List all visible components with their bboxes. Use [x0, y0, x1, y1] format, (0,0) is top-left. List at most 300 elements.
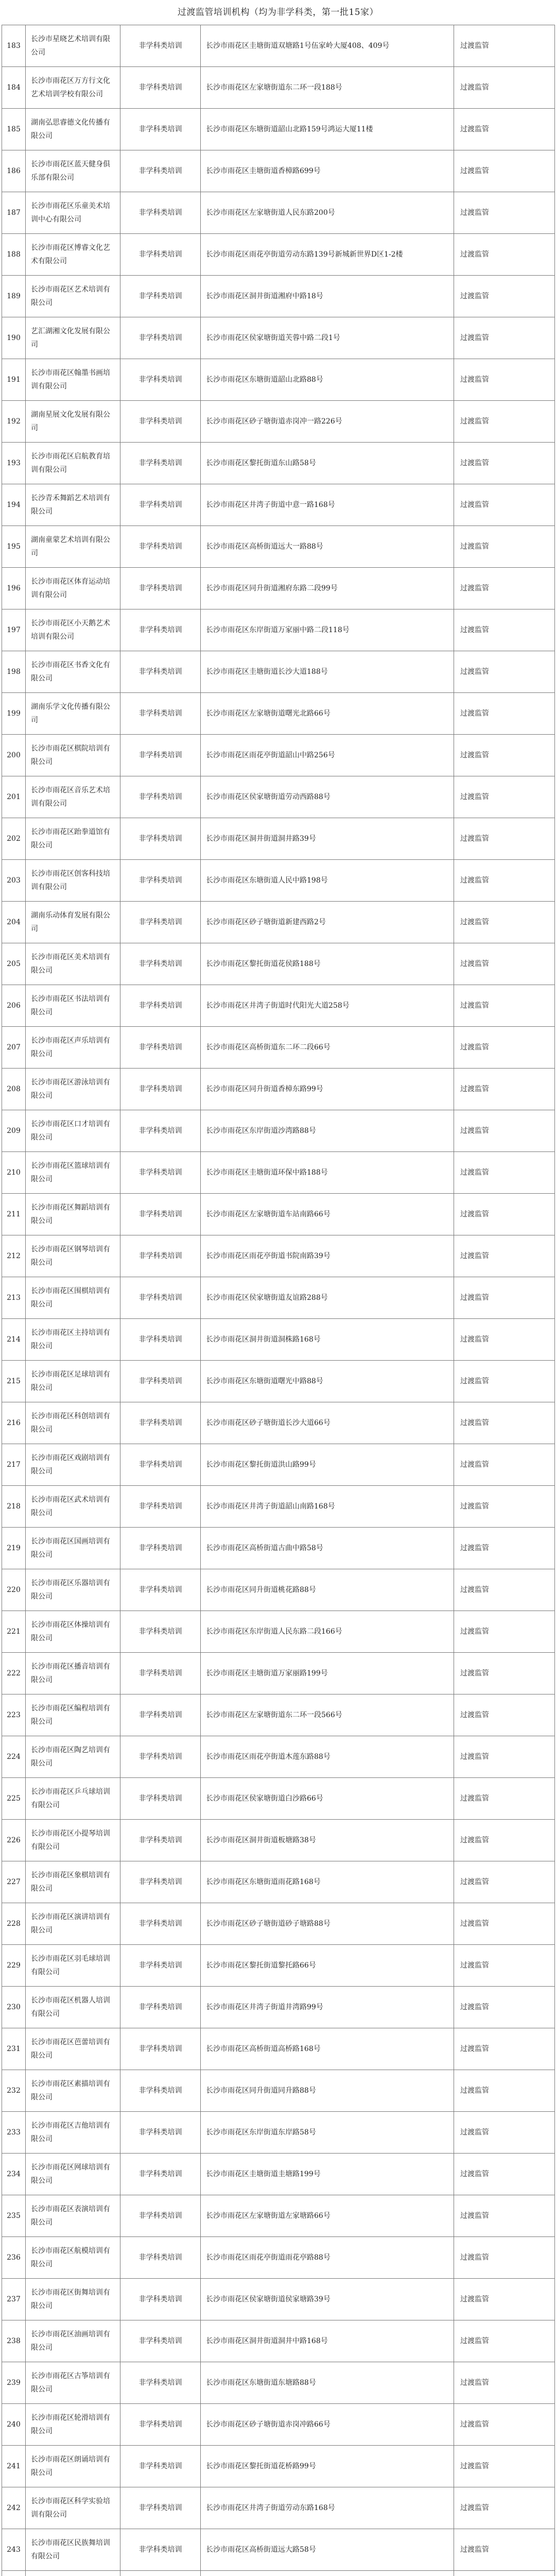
supervision-status: 过渡监管 — [454, 1820, 555, 1861]
institution-name: 长沙市雨花区口才培训有限公司 — [26, 1110, 120, 1152]
table-row — [2, 1235, 555, 1277]
institution-name: 长沙市雨花区编程培训有限公司 — [26, 1694, 120, 1736]
supervision-status: 过渡监管 — [454, 2070, 555, 2112]
row-number: 206 — [2, 985, 26, 1027]
institution-address: 长沙市雨花区高桥街道远大路58号 — [201, 2529, 454, 2571]
supervision-status: 过渡监管 — [454, 860, 555, 902]
training-type: 非学科类培训 — [120, 693, 201, 735]
training-type: 非学科类培训 — [120, 1945, 201, 1987]
training-type: 非学科类培训 — [120, 1987, 201, 2028]
table-row — [2, 359, 555, 401]
training-type: 非学科类培训 — [120, 234, 201, 276]
institution-name: 长沙市雨花区表演培训有限公司 — [26, 2195, 120, 2237]
row-number: 190 — [2, 317, 26, 359]
supervision-status: 过渡监管 — [454, 1402, 555, 1444]
training-type: 非学科类培训 — [120, 401, 201, 443]
institution-address: 长沙市雨花区侯家塘街道白沙路66号 — [201, 1778, 454, 1820]
table-row — [2, 1528, 555, 1569]
row-number: 221 — [2, 1611, 26, 1653]
supervision-status: 过渡监管 — [454, 735, 555, 776]
supervision-status: 过渡监管 — [454, 1861, 555, 1903]
table-row — [2, 985, 555, 1027]
institution-name — [26, 2571, 120, 2576]
training-type: 非学科类培训 — [120, 1778, 201, 1820]
training-type: 非学科类培训 — [120, 276, 201, 317]
institution-address: 长沙市雨花区高桥街道东二环二段66号 — [201, 1027, 454, 1069]
page-title: 过渡监管培训机构（均为非学科类，第一批15家） — [177, 7, 379, 18]
table-row — [2, 526, 555, 568]
training-type: 非学科类培训 — [120, 2487, 201, 2529]
training-type: 非学科类培训 — [120, 1361, 201, 1402]
training-type: 非学科类培训 — [120, 1235, 201, 1277]
supervision-status: 过渡监管 — [454, 2487, 555, 2529]
row-number: 196 — [2, 568, 26, 609]
row-number: 207 — [2, 1027, 26, 1069]
table-row — [2, 609, 555, 651]
row-number: 235 — [2, 2195, 26, 2237]
institution-address: 长沙市雨花区东塘街道东塘路88号 — [201, 2362, 454, 2404]
supervision-status: 过渡监管 — [454, 568, 555, 609]
institution-name: 长沙市雨花区戏剧培训有限公司 — [26, 1444, 120, 1486]
supervision-status: 过渡监管 — [454, 1903, 555, 1945]
institution-name: 长沙市雨花区乒乓球培训有限公司 — [26, 1778, 120, 1820]
institution-address: 长沙市雨花区侯家塘街道侯家塘路39号 — [201, 2279, 454, 2320]
institution-address: 长沙市雨花区左家塘街道东二环一段566号 — [201, 1694, 454, 1736]
row-number: 192 — [2, 401, 26, 443]
institution-address: 长沙市雨花区东塘街道曙光中路88号 — [201, 1361, 454, 1402]
row-number: 189 — [2, 276, 26, 317]
row-number: 185 — [2, 109, 26, 150]
institution-address: 长沙市雨花区砂子塘街道赤岗冲一路226号 — [201, 401, 454, 443]
row-number: 216 — [2, 1402, 26, 1444]
institution-name: 长沙市雨花区播音培训有限公司 — [26, 1653, 120, 1694]
table-row — [2, 1486, 555, 1528]
table-row — [2, 401, 555, 443]
institution-address: 长沙市雨花区圭塘街道万家丽路199号 — [201, 1653, 454, 1694]
table-row — [2, 2070, 555, 2112]
supervision-status: 过渡监管 — [454, 526, 555, 568]
row-number: 218 — [2, 1486, 26, 1528]
institution-name: 湖南弘思睿德文化传播有限公司 — [26, 109, 120, 150]
institution-address: 长沙市雨花区高桥街道远大一路88号 — [201, 526, 454, 568]
institution-address: 长沙市雨花区东岸街道万家丽中路二段118号 — [201, 609, 454, 651]
training-type: 非学科类培训 — [120, 735, 201, 776]
training-type: 非学科类培训 — [120, 2320, 201, 2362]
row-number: 241 — [2, 2446, 26, 2487]
table-row — [2, 1820, 555, 1861]
institution-address: 长沙市雨花区左家塘街道曙光北路66号 — [201, 693, 454, 735]
training-type: 非学科类培训 — [120, 651, 201, 693]
table-row — [2, 150, 555, 192]
institution-name: 长沙市雨花区轮滑培训有限公司 — [26, 2404, 120, 2446]
supervision-status: 过渡监管 — [454, 2529, 555, 2571]
institution-name: 湖南童蒙艺术培训有限公司 — [26, 526, 120, 568]
table-row — [2, 693, 555, 735]
supervision-status: 过渡监管 — [454, 25, 555, 67]
table-row — [2, 860, 555, 902]
supervision-status: 过渡监管 — [454, 1694, 555, 1736]
table-row — [2, 276, 555, 317]
institution-name: 艺汇湖湘文化发展有限公司 — [26, 317, 120, 359]
row-number: 187 — [2, 192, 26, 234]
institution-address: 长沙市雨花区雨花亭街道雨花亭路88号 — [201, 2237, 454, 2279]
row-number: 223 — [2, 1694, 26, 1736]
training-type: 非学科类培训 — [120, 359, 201, 401]
training-type: 非学科类培训 — [120, 192, 201, 234]
institution-name: 长沙市雨花区陶艺培训有限公司 — [26, 1736, 120, 1778]
row-number: 198 — [2, 651, 26, 693]
supervision-status: 过渡监管 — [454, 1194, 555, 1235]
institution-name: 长沙市雨花区博睿文化艺术有限公司 — [26, 234, 120, 276]
table-row — [2, 443, 555, 484]
institution-address: 长沙市雨花区黎托街道洪山路99号 — [201, 1444, 454, 1486]
institution-address: 长沙市雨花区侯家塘街道劳动西路88号 — [201, 776, 454, 818]
row-number: 214 — [2, 1319, 26, 1361]
institution-name: 长沙市雨花区万方行文化艺术培训学校有限公司 — [26, 67, 120, 109]
row-number: 219 — [2, 1528, 26, 1569]
supervision-status: 过渡监管 — [454, 1611, 555, 1653]
institution-name: 长沙市雨花区科创培训有限公司 — [26, 1402, 120, 1444]
institution-name: 长沙市雨花区创客科技培训有限公司 — [26, 860, 120, 902]
institution-address: 长沙市雨花区黎托街道花桥路99号 — [201, 2446, 454, 2487]
institution-name: 长沙市雨花区书香文化有限公司 — [26, 651, 120, 693]
row-number: 203 — [2, 860, 26, 902]
training-type: 非学科类培训 — [120, 150, 201, 192]
institution-address: 长沙市雨花区砂子塘街道新建西路2号 — [201, 902, 454, 943]
table-row — [2, 67, 555, 109]
training-type: 非学科类培训 — [120, 1861, 201, 1903]
institution-address: 长沙市雨花区井湾子街道韶山南路168号 — [201, 1486, 454, 1528]
institution-address: 长沙市雨花区东塘街道人民中路198号 — [201, 860, 454, 902]
row-number: 225 — [2, 1778, 26, 1820]
training-type: 非学科类培训 — [120, 1402, 201, 1444]
institution-name: 长沙市雨花区体育运动培训有限公司 — [26, 568, 120, 609]
supervision-status: 过渡监管 — [454, 2446, 555, 2487]
table-row — [2, 1319, 555, 1361]
institution-address: 长沙市雨花区洞井街道湘府中路18号 — [201, 276, 454, 317]
row-number: 193 — [2, 443, 26, 484]
institution-name: 长沙青禾舞蹈艺术培训有限公司 — [26, 484, 120, 526]
institution-name: 长沙市雨花区网球培训有限公司 — [26, 2154, 120, 2195]
supervision-status: 过渡监管 — [454, 67, 555, 109]
row-number: 201 — [2, 776, 26, 818]
supervision-status: 过渡监管 — [454, 1277, 555, 1319]
supervision-status: 过渡监管 — [454, 192, 555, 234]
table-row — [2, 234, 555, 276]
table-row — [2, 1694, 555, 1736]
training-type: 非学科类培训 — [120, 2279, 201, 2320]
supervision-status: 过渡监管 — [454, 1987, 555, 2028]
institution-name: 长沙市星晓艺术培训有限公司 — [26, 25, 120, 67]
institution-address: 长沙市雨花区洞井街道洞井路39号 — [201, 818, 454, 860]
training-type: 非学科类培训 — [120, 1444, 201, 1486]
table-row — [2, 2362, 555, 2404]
row-number: 212 — [2, 1235, 26, 1277]
supervision-status: 过渡监管 — [454, 317, 555, 359]
row-number: 209 — [2, 1110, 26, 1152]
supervision-status: 过渡监管 — [454, 2112, 555, 2154]
training-type: 非学科类培训 — [120, 2195, 201, 2237]
supervision-status: 过渡监管 — [454, 1069, 555, 1110]
row-number — [2, 2571, 26, 2576]
row-number: 211 — [2, 1194, 26, 1235]
institution-address: 长沙市雨花区井湾子街道时代阳光大道258号 — [201, 985, 454, 1027]
training-type: 非学科类培训 — [120, 2529, 201, 2571]
institution-address: 长沙市雨花区左家塘街道东二环一段188号 — [201, 67, 454, 109]
row-number: 205 — [2, 943, 26, 985]
training-type: 非学科类培训 — [120, 1486, 201, 1528]
supervision-status: 过渡监管 — [454, 2404, 555, 2446]
table-row — [2, 818, 555, 860]
training-type: 非学科类培训 — [120, 1194, 201, 1235]
training-type: 非学科类培训 — [120, 1110, 201, 1152]
training-type: 非学科类培训 — [120, 25, 201, 67]
institution-name: 湖南星展文化发展有限公司 — [26, 401, 120, 443]
institution-name: 长沙市雨花区书法培训有限公司 — [26, 985, 120, 1027]
table-row — [2, 1402, 555, 1444]
row-number: 202 — [2, 818, 26, 860]
table-row — [2, 735, 555, 776]
table-row — [2, 1736, 555, 1778]
training-type: 非学科类培训 — [120, 1653, 201, 1694]
institution-address: 长沙市雨花区同升街道桃花路88号 — [201, 1569, 454, 1611]
training-type: 非学科类培训 — [120, 985, 201, 1027]
table-row — [2, 317, 555, 359]
supervision-status: 过渡监管 — [454, 2237, 555, 2279]
training-type: 非学科类培训 — [120, 1694, 201, 1736]
table-row — [2, 1945, 555, 1987]
supervision-status: 过渡监管 — [454, 150, 555, 192]
institution-name: 湖南乐学文化传播有限公司 — [26, 693, 120, 735]
institution-name: 长沙市雨花区启航教育培训有限公司 — [26, 443, 120, 484]
supervision-status: 过渡监管 — [454, 609, 555, 651]
training-type: 非学科类培训 — [120, 2237, 201, 2279]
supervision-status — [454, 2571, 555, 2576]
table-row — [2, 1611, 555, 1653]
institution-address: 长沙市雨花区黎托街道花侯路188号 — [201, 943, 454, 985]
training-type: 非学科类培训 — [120, 1027, 201, 1069]
institution-name: 湖南乐动体育发展有限公司 — [26, 902, 120, 943]
institution-address: 长沙市雨花区东塘街道雨花路168号 — [201, 1861, 454, 1903]
institution-name: 长沙市雨花区机器人培训有限公司 — [26, 1987, 120, 2028]
institution-address: 长沙市雨花区左家塘街道人民东路200号 — [201, 192, 454, 234]
row-number: 242 — [2, 2487, 26, 2529]
row-number: 217 — [2, 1444, 26, 1486]
institution-name: 长沙市雨花区艺术培训有限公司 — [26, 276, 120, 317]
supervision-status: 过渡监管 — [454, 2154, 555, 2195]
institution-address: 长沙市雨花区东岸街道东岸路58号 — [201, 2112, 454, 2154]
table-row — [2, 776, 555, 818]
institution-name: 长沙市雨花区美术培训有限公司 — [26, 943, 120, 985]
table-row — [2, 1152, 555, 1194]
training-type: 非学科类培训 — [120, 860, 201, 902]
row-number: 199 — [2, 693, 26, 735]
institution-address: 长沙市雨花区东岸街道人民东路二段166号 — [201, 1611, 454, 1653]
supervision-status: 过渡监管 — [454, 1486, 555, 1528]
table-row — [2, 2279, 555, 2320]
supervision-status: 过渡监管 — [454, 1444, 555, 1486]
institution-address: 长沙市雨花区圭塘街道双塘路1号伍家岭大厦408、409号 — [201, 25, 454, 67]
table-row — [2, 2112, 555, 2154]
table-row — [2, 25, 555, 67]
institution-address: 长沙市雨花区井湾子街道井湾路99号 — [201, 1987, 454, 2028]
row-number: 210 — [2, 1152, 26, 1194]
institution-name: 长沙市雨花区音乐艺术培训有限公司 — [26, 776, 120, 818]
training-type: 非学科类培训 — [120, 776, 201, 818]
training-type: 非学科类培训 — [120, 109, 201, 150]
supervision-status: 过渡监管 — [454, 1736, 555, 1778]
row-number: 183 — [2, 25, 26, 67]
row-number: 195 — [2, 526, 26, 568]
institution-address: 长沙市雨花区砂子塘街道赤岗冲路66号 — [201, 2404, 454, 2446]
supervision-status: 过渡监管 — [454, 1152, 555, 1194]
supervision-status: 过渡监管 — [454, 1945, 555, 1987]
institution-address: 长沙市雨花区洞井街道洞株路168号 — [201, 1319, 454, 1361]
row-number: 230 — [2, 1987, 26, 2028]
row-number: 234 — [2, 2154, 26, 2195]
row-number: 233 — [2, 2112, 26, 2154]
institution-name: 长沙市雨花区跆拳道馆有限公司 — [26, 818, 120, 860]
training-type: 非学科类培训 — [120, 2028, 201, 2070]
row-number: 191 — [2, 359, 26, 401]
institution-name: 长沙市雨花区围棋培训有限公司 — [26, 1277, 120, 1319]
supervision-status: 过渡监管 — [454, 484, 555, 526]
supervision-status: 过渡监管 — [454, 1778, 555, 1820]
supervision-status: 过渡监管 — [454, 902, 555, 943]
supervision-status: 过渡监管 — [454, 443, 555, 484]
institution-address: 长沙市雨花区东岸街道沙湾路88号 — [201, 1110, 454, 1152]
training-type: 非学科类培训 — [120, 568, 201, 609]
institution-name: 长沙市雨花区足球培训有限公司 — [26, 1361, 120, 1402]
institution-address: 长沙市雨花区雨花亭街道书院南路39号 — [201, 1235, 454, 1277]
institution-address: 长沙市雨花区左家塘街道左家塘路66号 — [201, 2195, 454, 2237]
institution-name: 长沙市雨花区芭蕾培训有限公司 — [26, 2028, 120, 2070]
institution-name: 长沙市雨花区棋院培训有限公司 — [26, 735, 120, 776]
table-row — [2, 1653, 555, 1694]
row-number: 238 — [2, 2320, 26, 2362]
table-row — [2, 2195, 555, 2237]
institution-name: 长沙市雨花区钢琴培训有限公司 — [26, 1235, 120, 1277]
institution-name: 长沙市雨花区演讲培训有限公司 — [26, 1903, 120, 1945]
institution-address: 长沙市雨花区东塘街道韶山北路159号鸿运大厦11楼 — [201, 109, 454, 150]
table-row — [2, 1569, 555, 1611]
table-row — [2, 1778, 555, 1820]
supervision-status: 过渡监管 — [454, 359, 555, 401]
table-row — [2, 1069, 555, 1110]
training-type: 非学科类培训 — [120, 2446, 201, 2487]
row-number: 231 — [2, 2028, 26, 2070]
supervision-status: 过渡监管 — [454, 693, 555, 735]
institution-address: 长沙市雨花区圭塘街道环保中路188号 — [201, 1152, 454, 1194]
institution-address: 长沙市雨花区左家塘街道车站南路66号 — [201, 1194, 454, 1235]
table-row — [2, 2028, 555, 2070]
row-number: 239 — [2, 2362, 26, 2404]
institution-address: 长沙市雨花区井湾子街道中意一路168号 — [201, 484, 454, 526]
row-number: 186 — [2, 150, 26, 192]
training-type: 非学科类培训 — [120, 526, 201, 568]
institution-name: 长沙市雨花区航模培训有限公司 — [26, 2237, 120, 2279]
institution-name: 长沙市雨花区翰墨书画培训有限公司 — [26, 359, 120, 401]
institution-address: 长沙市雨花区圭塘街道长沙大道188号 — [201, 651, 454, 693]
supervision-status: 过渡监管 — [454, 985, 555, 1027]
table-row — [2, 1861, 555, 1903]
institution-address: 长沙市雨花区雨花亭街道木莲东路88号 — [201, 1736, 454, 1778]
institution-name: 长沙市雨花区声乐培训有限公司 — [26, 1027, 120, 1069]
table-row — [2, 2237, 555, 2279]
training-type: 非学科类培训 — [120, 902, 201, 943]
supervision-status: 过渡监管 — [454, 1235, 555, 1277]
supervision-status: 过渡监管 — [454, 2028, 555, 2070]
institution-name: 长沙市雨花区舞蹈培训有限公司 — [26, 1194, 120, 1235]
row-number: 215 — [2, 1361, 26, 1402]
supervision-status: 过渡监管 — [454, 2195, 555, 2237]
row-number: 188 — [2, 234, 26, 276]
table-row — [2, 651, 555, 693]
row-number: 236 — [2, 2237, 26, 2279]
training-type: 非学科类培训 — [120, 2404, 201, 2446]
institution-address: 长沙市雨花区砂子塘街道长沙大道66号 — [201, 1402, 454, 1444]
institution-name: 长沙市雨花区小提琴培训有限公司 — [26, 1820, 120, 1861]
supervision-status: 过渡监管 — [454, 2279, 555, 2320]
institution-address: 长沙市雨花区圭塘街道圭塘路199号 — [201, 2154, 454, 2195]
supervision-status: 过渡监管 — [454, 2362, 555, 2404]
supervision-status: 过渡监管 — [454, 818, 555, 860]
training-type — [120, 2571, 201, 2576]
institution-name: 长沙市雨花区素描培训有限公司 — [26, 2070, 120, 2112]
table-row — [2, 1903, 555, 1945]
supervision-status: 过渡监管 — [454, 1528, 555, 1569]
training-type: 非学科类培训 — [120, 818, 201, 860]
supervision-status: 过渡监管 — [454, 276, 555, 317]
training-type: 非学科类培训 — [120, 1569, 201, 1611]
table-row — [2, 2446, 555, 2487]
institution-name: 长沙市雨花区羽毛球培训有限公司 — [26, 1945, 120, 1987]
row-number: 243 — [2, 2529, 26, 2571]
row-number: 208 — [2, 1069, 26, 1110]
institution-address: 长沙市雨花区洞井街道板塘路38号 — [201, 1820, 454, 1861]
table-row — [2, 109, 555, 150]
row-number: 228 — [2, 1903, 26, 1945]
institution-name: 长沙市雨花区篮球培训有限公司 — [26, 1152, 120, 1194]
training-type: 非学科类培训 — [120, 1820, 201, 1861]
training-type: 非学科类培训 — [120, 2362, 201, 2404]
institution-name: 长沙市雨花区吉他培训有限公司 — [26, 2112, 120, 2154]
table-row — [2, 568, 555, 609]
supervision-status: 过渡监管 — [454, 651, 555, 693]
institution-address: 长沙市雨花区侯家塘街道友谊路288号 — [201, 1277, 454, 1319]
institution-address: 长沙市雨花区雨花亭街道劳动东路139号新城新世界D区1-2楼 — [201, 234, 454, 276]
training-type: 非学科类培训 — [120, 1152, 201, 1194]
supervision-status: 过渡监管 — [454, 1319, 555, 1361]
supervision-status: 过渡监管 — [454, 1569, 555, 1611]
training-type: 非学科类培训 — [120, 943, 201, 985]
table-row — [2, 2529, 555, 2571]
table-row — [2, 2154, 555, 2195]
institution-address: 长沙市雨花区高桥街道高桥路168号 — [201, 2028, 454, 2070]
row-number: 240 — [2, 2404, 26, 2446]
table-row — [2, 1110, 555, 1152]
row-number: 232 — [2, 2070, 26, 2112]
institution-name: 长沙市雨花区朗诵培训有限公司 — [26, 2446, 120, 2487]
institution-address: 长沙市雨花区井湾子街道劳动东路168号 — [201, 2487, 454, 2529]
institution-name: 长沙市雨花区民族舞培训有限公司 — [26, 2529, 120, 2571]
training-type: 非学科类培训 — [120, 1069, 201, 1110]
institution-name: 长沙市雨花区油画培训有限公司 — [26, 2320, 120, 2362]
training-type: 非学科类培训 — [120, 2112, 201, 2154]
table-row — [2, 2320, 555, 2362]
row-number: 213 — [2, 1277, 26, 1319]
institution-name: 长沙市雨花区游泳培训有限公司 — [26, 1069, 120, 1110]
